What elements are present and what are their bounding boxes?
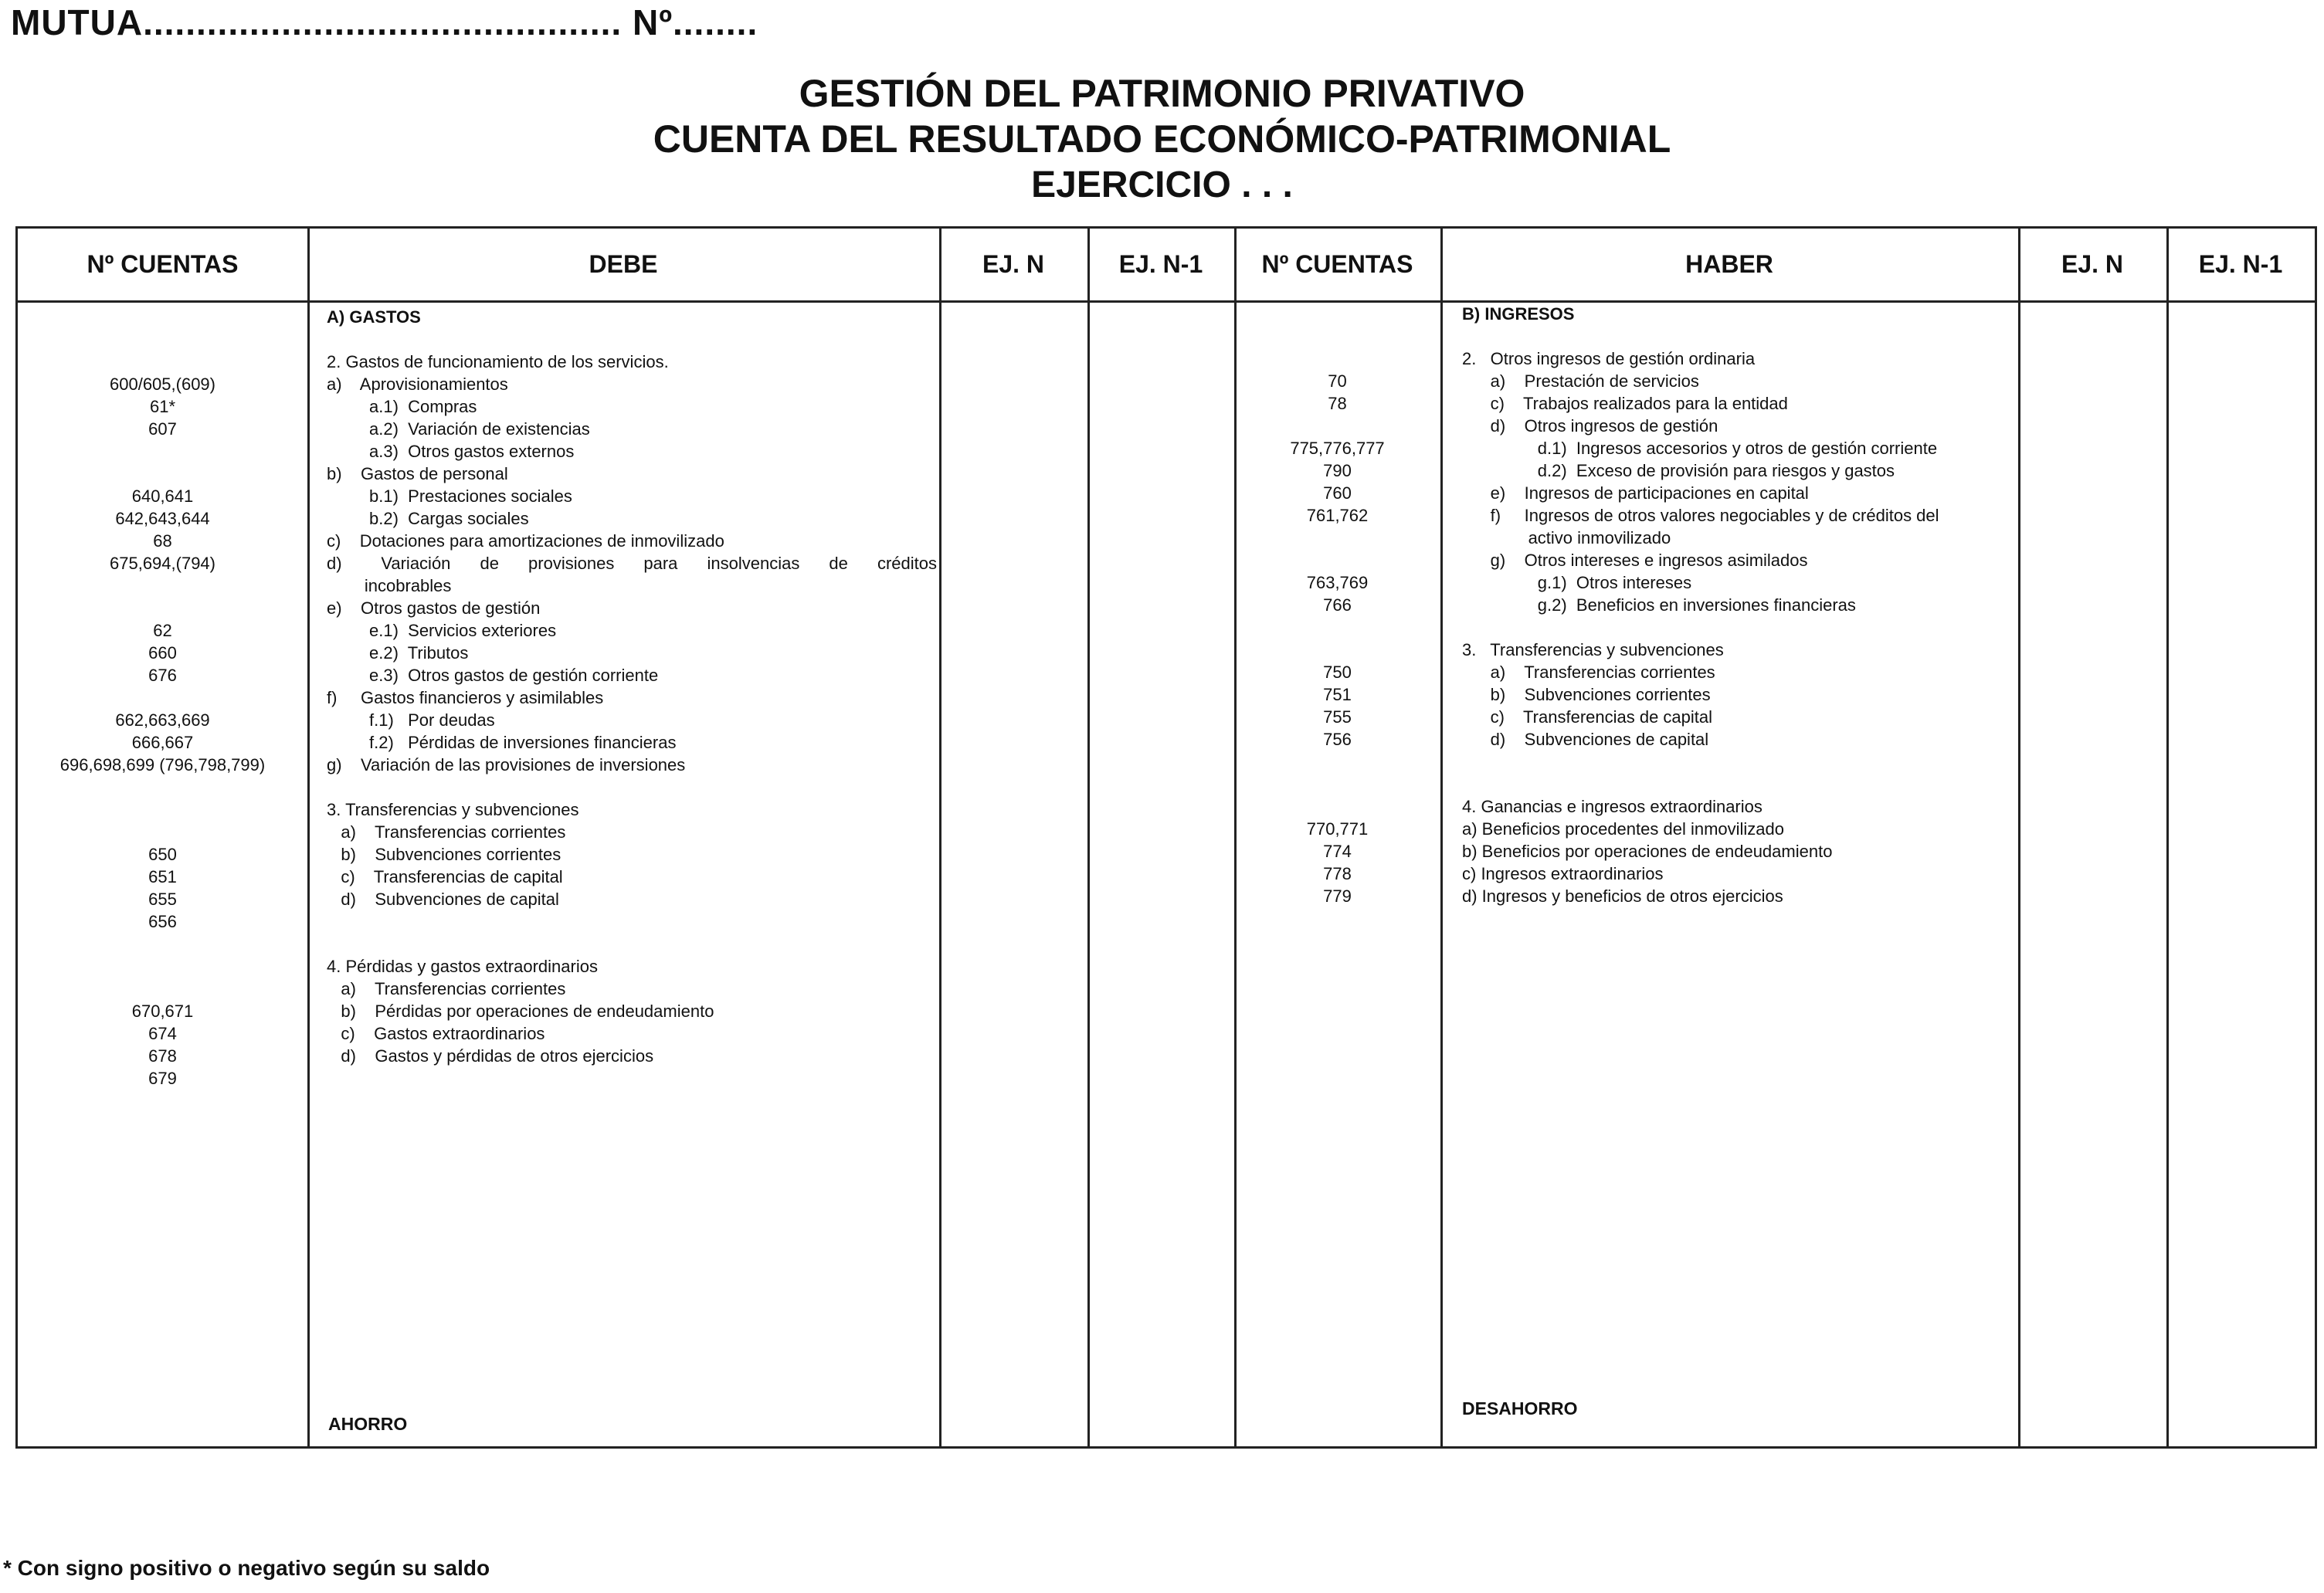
account-code [18,440,307,463]
account-code [18,328,307,351]
concept-line: f.1) Por deudas [327,710,495,730]
account-code: 775,776,777 [1290,439,1385,458]
account-code: 600/605,(609) [110,375,215,394]
account-code: 763,769 [1306,573,1369,592]
haber-account-codes [1234,303,1440,907]
account-code: 674 [148,1024,177,1043]
col-divider [1087,229,1090,1446]
concept-line: 3. Transferencias y subvenciones [1462,640,1724,659]
account-code: 790 [1323,461,1352,480]
concept-line: f) Gastos financieros y asimilables [327,688,604,707]
debe-account-codes [18,306,307,1090]
account-code: 70 [1328,371,1347,391]
header-debe: DEBE [589,250,658,278]
account-code: 779 [1323,886,1352,906]
concept-line: d.1) Ingresos accesorios y otros de gestión corriente [1462,439,1938,458]
account-code: 650 [148,845,177,864]
ahorro-label: AHORRO [328,1414,408,1434]
concept-line [1462,616,2014,639]
account-code [18,351,307,373]
concept-line: 4. Ganancias e ingresos extraordinarios [1462,797,1763,816]
concept-line [327,328,937,351]
concept-line: c) Dotaciones para amortizaciones de inmovilizado [327,531,724,551]
concept-line [327,933,937,955]
header-ejn-haber: EJ. N [2061,250,2124,278]
concept-line: d) Otros ingresos de gestión [1462,416,1718,436]
concept-line: e) Ingresos de participaciones en capital [1462,483,1809,503]
account-code: 676 [148,666,177,685]
account-code [1234,773,1440,795]
account-code: 675,694,(794) [110,554,215,573]
account-code [18,933,307,955]
concept-line: b) Subvenciones corrientes [1462,685,1711,704]
account-code [18,463,307,485]
account-code [18,686,307,709]
header-ejn-debe: EJ. N [982,250,1045,278]
col-divider [939,229,941,1446]
account-code [18,955,307,978]
concept-line: g) Otros intereses e ingresos asimilados [1462,551,1808,570]
account-code [1234,415,1440,437]
concept-line: b) Gastos de personal [327,464,508,483]
concept-line: e.2) Tributos [327,643,469,663]
header-cuentas-haber: Nº CUENTAS [1261,250,1413,278]
concept-line: incobrables [327,576,452,595]
concept-line: c) Ingresos extraordinarios [1462,864,1664,883]
concept-line: b) Pérdidas por operaciones de endeudamiento [327,1002,714,1021]
concept-line: d) Variación de provisiones para insolvencias de créditos [327,554,937,573]
account-code: 642,643,644 [115,509,210,528]
account-code: 61* [149,397,176,416]
header-cuentas-debe: Nº CUENTAS [87,250,239,278]
concept-line: 2. Gastos de funcionamiento de los servicios. [327,352,669,371]
title-line-3: EJERCICIO . . . [1031,164,1293,205]
concept-line: a) Transferencias corrientes [327,822,566,842]
account-code: 68 [153,531,172,551]
concept-line: c) Trabajos realizados para la entidad [1462,394,1788,413]
col-divider [2018,229,2020,1446]
concept-line: g.1) Otros intereses [1462,573,1692,592]
account-code [1234,549,1440,571]
concept-line: A) GASTOS [327,307,421,327]
title-line-1: GESTIÓN DEL PATRIMONIO PRIVATIVO [799,72,1525,115]
header-haber: HABER [1685,250,1773,278]
footnote: * Con signo positivo o negativo según su saldo [3,1556,490,1580]
concept-line [1462,751,2014,773]
concept-line: e.1) Servicios exteriores [327,621,557,640]
debe-concepts [327,306,937,1067]
account-code [18,798,307,821]
concept-line [1462,773,2014,795]
header-ejn1-debe: EJ. N-1 [1118,250,1203,278]
account-code: 670,671 [131,1002,194,1021]
account-code [18,978,307,1000]
concept-line [327,910,937,933]
concept-line: a) Transferencias corrientes [327,979,566,998]
account-code [1234,639,1440,661]
account-code: 770,771 [1306,819,1369,839]
account-code: 679 [148,1069,177,1088]
concept-line: 3. Transferencias y subvenciones [327,800,579,819]
concept-line [327,776,937,798]
mutua-line: MUTUA............................................. Nº........ [11,2,758,42]
account-code: 778 [1323,864,1352,883]
concept-line: c) Transferencias de capital [1462,707,1713,727]
account-code: 760 [1323,483,1352,503]
header-ejn1-haber: EJ. N-1 [2198,250,2283,278]
concept-line: 4. Pérdidas y gastos extraordinarios [327,957,598,976]
concept-line: d) Ingresos y beneficios de otros ejercicios [1462,886,1783,906]
account-code: 755 [1323,707,1352,727]
account-code: 607 [148,419,177,439]
account-code [1234,325,1440,347]
concept-line: a.2) Variación de existencias [327,419,590,439]
concept-line: b.2) Cargas sociales [327,509,529,528]
concept-line: d.2) Exceso de provisión para riesgos y gastos [1462,461,1895,480]
concept-line: 2. Otros ingresos de gestión ordinaria [1462,349,1756,368]
account-code [18,306,307,328]
col-divider [2166,229,2169,1446]
account-code: 750 [1323,663,1352,682]
concept-line: f) Ingresos de otros valores negociables y de créditos del [1462,506,1939,525]
concept-line: a) Beneficios procedentes del inmovilizado [1462,819,1785,839]
account-code [1234,527,1440,549]
account-code: 660 [148,643,177,663]
account-code [1234,795,1440,818]
concept-line: b) Beneficios por operaciones de endeudamiento [1462,842,1833,861]
concept-line: B) INGRESOS [1462,304,1575,324]
concept-line: a.1) Compras [327,397,477,416]
concept-line: b.1) Prestaciones sociales [327,486,572,506]
concept-line: f.2) Pérdidas de inversiones financieras [327,733,677,752]
account-table [15,226,2317,1449]
concept-line: c) Gastos extraordinarios [327,1024,545,1043]
account-code: 78 [1328,394,1347,413]
concept-line: e.3) Otros gastos de gestión corriente [327,666,659,685]
concept-line: c) Transferencias de capital [327,867,563,886]
account-code: 696,698,699 (796,798,799) [59,755,266,774]
concept-line [1462,325,2014,347]
concept-line: a) Prestación de servicios [1462,371,1699,391]
haber-concepts [1462,303,2014,907]
concept-line: d) Subvenciones de capital [327,890,559,909]
account-code: 666,667 [131,733,194,752]
concept-line: activo inmovilizado [1462,528,1671,547]
concept-line: d) Gastos y pérdidas de otros ejercicios [327,1046,654,1066]
account-code: 662,663,669 [115,710,210,730]
account-code [1234,347,1440,370]
document-title [0,71,2324,208]
account-code: 751 [1323,685,1352,704]
concept-line: g) Variación de las provisiones de inversiones [327,755,686,774]
col-divider [1440,229,1443,1446]
account-code: 655 [148,890,177,909]
account-code [1234,616,1440,639]
concept-line: d) Subvenciones de capital [1462,730,1709,749]
desahorro-label: DESAHORRO [1462,1398,1578,1418]
concept-line: a) Transferencias corrientes [1462,663,1715,682]
account-code: 656 [148,912,177,931]
concept-line: g.2) Beneficios en inversiones financieras [1462,595,1856,615]
concept-line: a) Aprovisionamientos [327,375,508,394]
account-code: 766 [1323,595,1352,615]
account-code: 678 [148,1046,177,1066]
account-code [18,574,307,597]
account-code: 62 [153,621,172,640]
account-code [18,776,307,798]
concept-line: a.3) Otros gastos externos [327,442,575,461]
concept-line: e) Otros gastos de gestión [327,598,541,618]
account-code: 640,641 [131,486,194,506]
title-line-2: CUENTA DEL RESULTADO ECONÓMICO-PATRIMONIAL [653,117,1671,161]
account-code: 761,762 [1306,506,1369,525]
col-divider [307,229,310,1446]
account-code: 756 [1323,730,1352,749]
account-code [1234,751,1440,773]
account-code: 651 [148,867,177,886]
account-code: 774 [1323,842,1352,861]
concept-line: b) Subvenciones corrientes [327,845,561,864]
account-code [18,597,307,619]
account-code [1234,303,1440,325]
account-code [18,821,307,843]
